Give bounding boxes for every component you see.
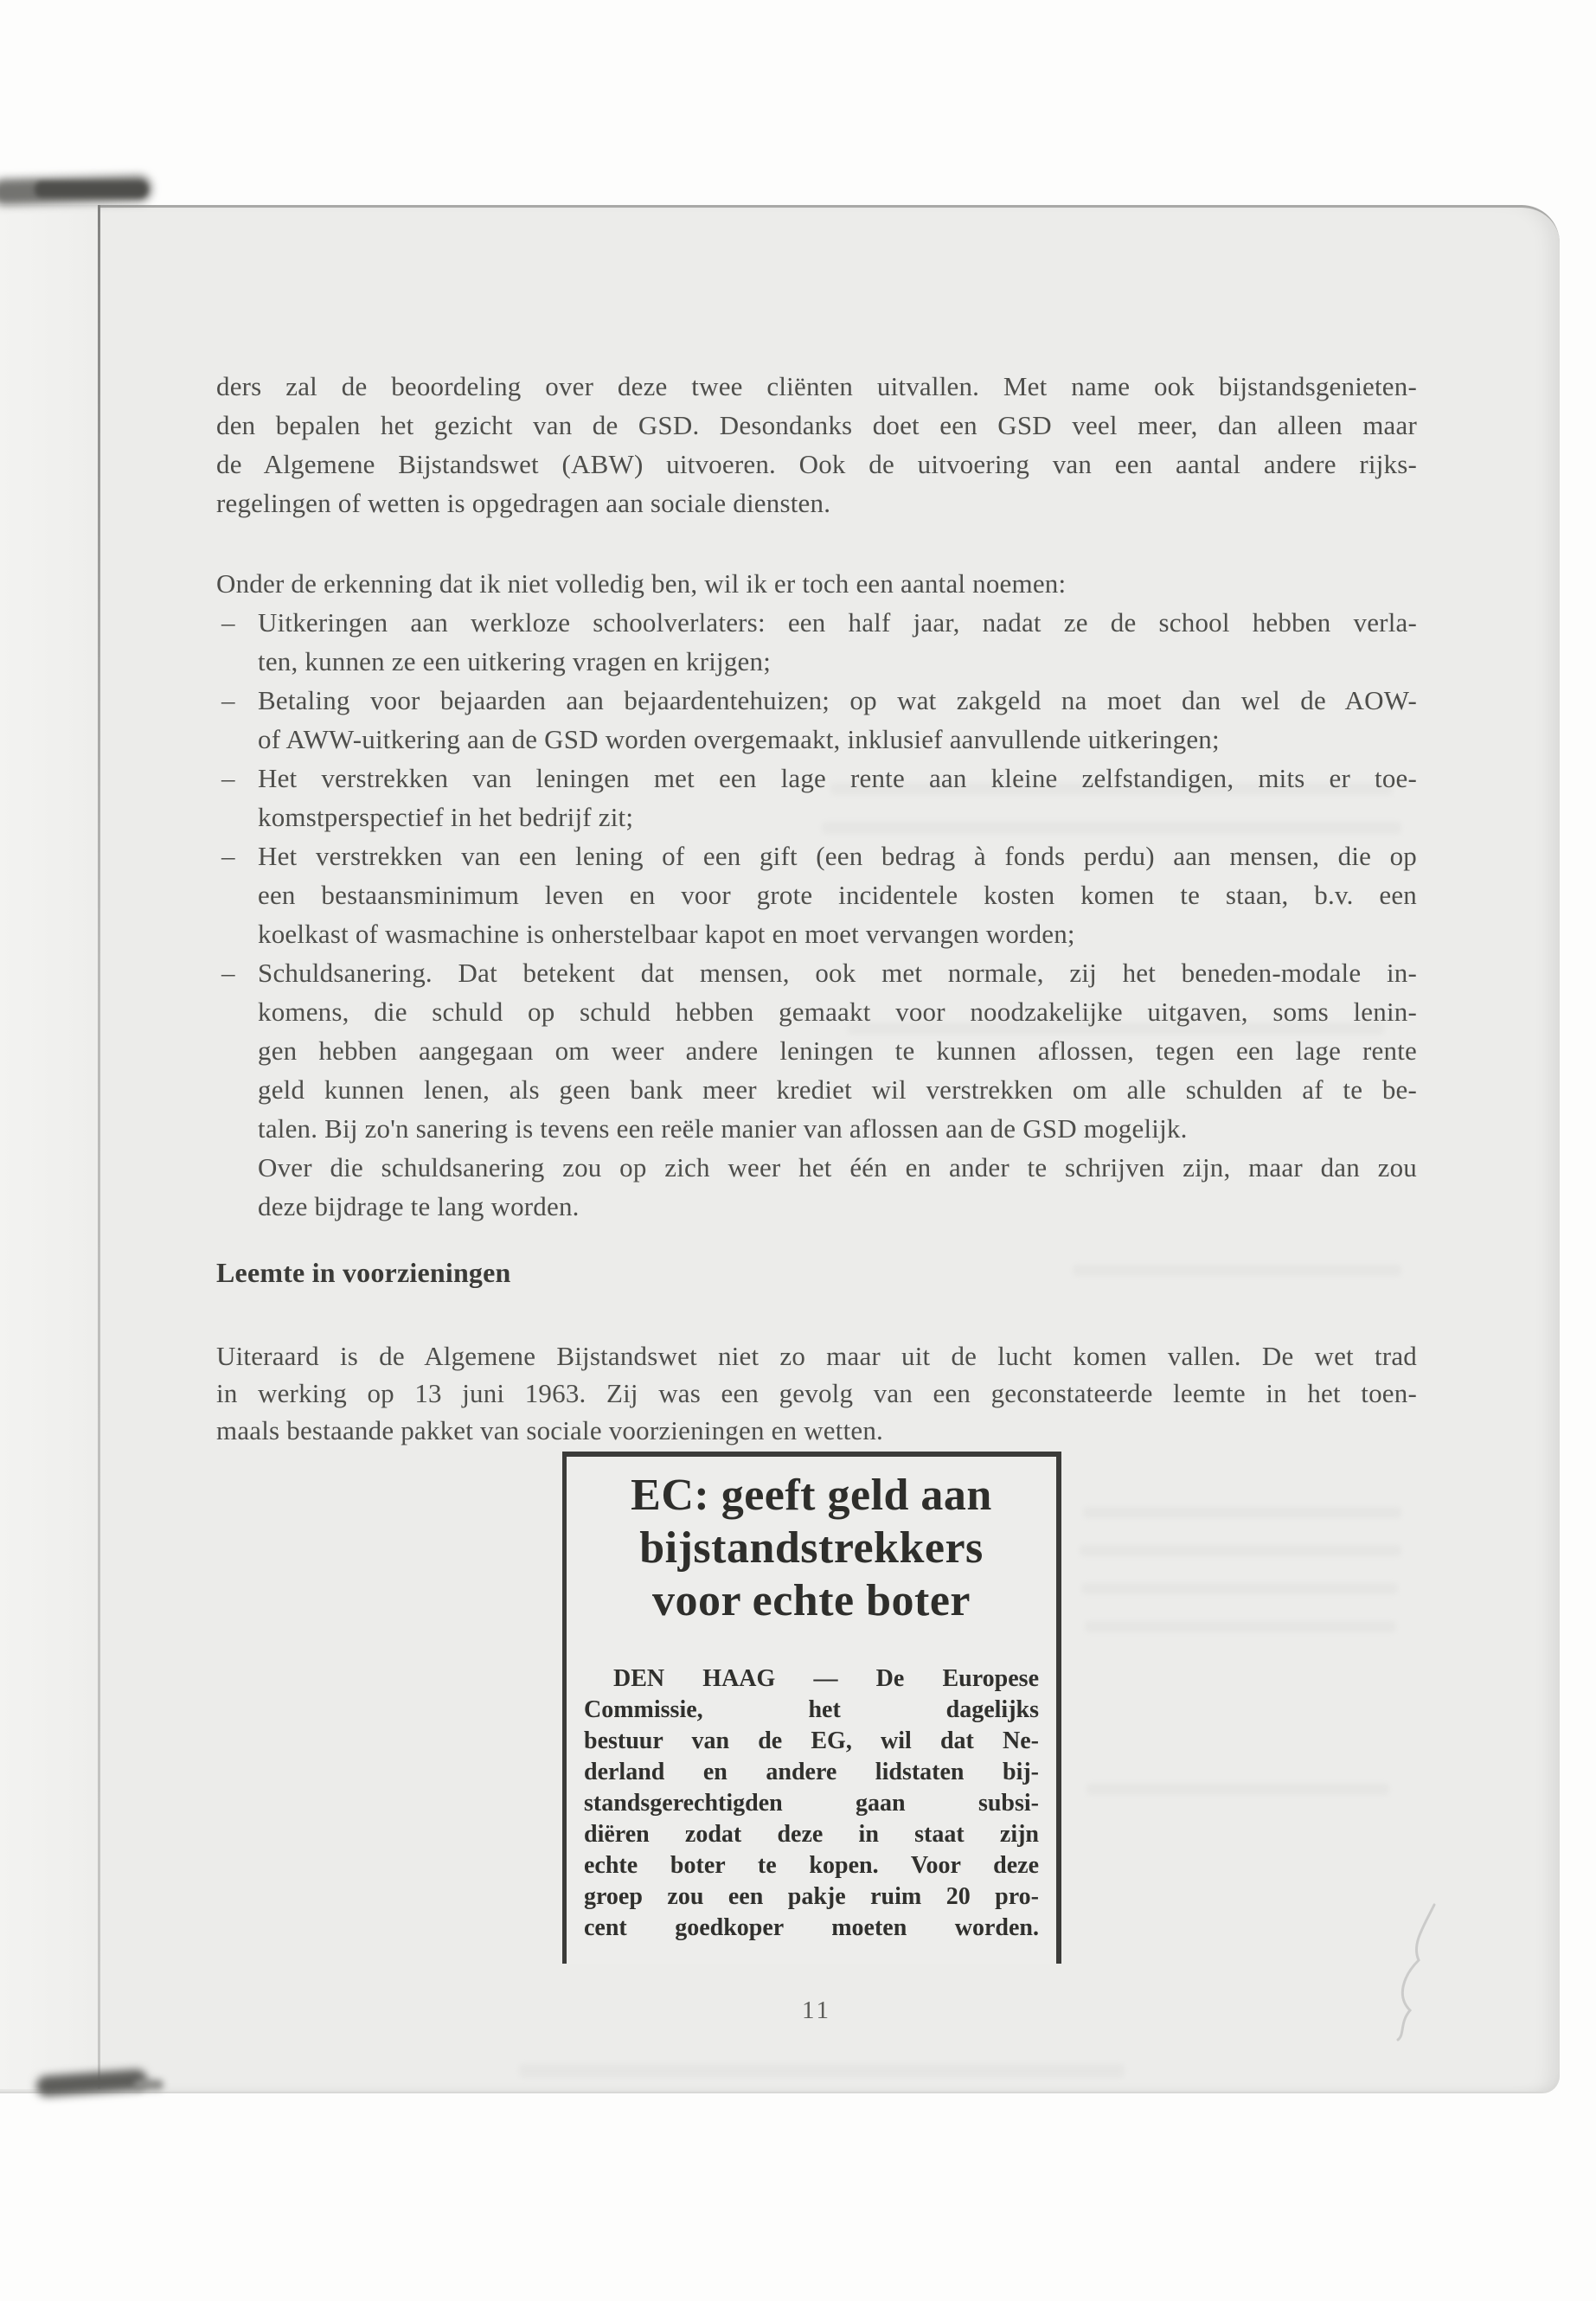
clipping-body-line: Commissie, het dagelijks — [584, 1696, 1039, 1723]
text-line: ten, kunnen ze een uitkering vragen en krijgen; — [258, 646, 772, 676]
clipping-body-line: bestuur van de EG, wil dat Ne- — [584, 1727, 1039, 1754]
list-item — [216, 836, 1417, 953]
text-line: maals bestaande pakket van sociale voorzieningen en wetten. — [216, 1415, 883, 1445]
clipping-body-line: derland en andere lidstaten bij- — [584, 1759, 1039, 1785]
text-line: Het verstrekken van leningen met een lage rente aan kleine zelfstandigen, mits er toe- — [258, 763, 1417, 793]
clipping-body-line: standsgerechtigden gaan subsi- — [584, 1790, 1039, 1817]
bleedthrough-mark — [1081, 1583, 1398, 1594]
text-line: Betaling voor bejaarden aan bejaardentehuizen; op wat zakgeld na moet dan wel de AOW- — [258, 685, 1417, 715]
list-dash: – — [221, 607, 235, 638]
list-item — [216, 953, 1417, 1148]
text-line: Het verstrekken van een lening of een gift (een bedrag à fonds perdu) aan mensen, die op — [258, 841, 1417, 871]
text-line: ders zal de beoordeling over deze twee cliënten uitvallen. Met name ook bijstandsgenieten- — [216, 371, 1417, 401]
text-line: regelingen of wetten is opgedragen aan sociale diensten. — [216, 488, 831, 518]
text-line: Uitkeringen aan werkloze schoolverlaters: een half jaar, nadat ze de school hebben verla- — [258, 607, 1417, 638]
list-item — [216, 759, 1417, 836]
binding-smudge-top-core — [35, 182, 147, 197]
clipping-body-line: cent goedkoper moeten worden. — [584, 1914, 1039, 1941]
bleedthrough-mark — [1085, 1621, 1396, 1632]
text-line: Uiteraard is de Algemene Bijstandswet niet zo maar uit de lucht komen vallen. De wet trad — [216, 1341, 1417, 1371]
bleedthrough-mark — [1083, 1507, 1401, 1518]
paragraph-leemte — [216, 1337, 1417, 1449]
clipping-body-line: groep zou een pakje ruim 20 pro- — [584, 1883, 1039, 1910]
section-heading: Leemte in voorzieningen — [216, 1257, 511, 1288]
clipping-body — [584, 1663, 1039, 1944]
text-line: de Algemene Bijstandswet (ABW) uitvoeren. Ook de uitvoering van een aantal andere rijks- — [216, 449, 1417, 479]
headline-line: voor echte boter — [651, 1576, 971, 1625]
newspaper-clipping-box — [562, 1452, 1061, 1964]
text-line: geld kunnen lenen, als geen bank meer krediet wil verstrekken om alle schulden af te be- — [258, 1074, 1417, 1105]
text-line: Over die schuldsanering zou op zich weer het één en ander te schrijven zijn, maar dan zou — [258, 1152, 1417, 1183]
list-dash: – — [221, 763, 235, 793]
text-line: gen hebben aangegaan om weer andere leningen te kunnen aflossen, tegen een lage rente — [258, 1035, 1417, 1066]
pen-mark — [1381, 1900, 1450, 2047]
list-item — [216, 681, 1417, 759]
clipping-body-line: diëren zodat deze in staat zijn — [584, 1821, 1039, 1848]
text-line: komstperspectief in het bedrijf zit; — [258, 802, 634, 832]
text-line: komens, die schuld op schuld hebben gemaakt voor noodzakelijke uitgaven, soms lenin- — [258, 997, 1417, 1027]
paragraph-opening — [216, 367, 1417, 522]
headline-line: bijstandstrekkers — [639, 1523, 984, 1573]
binding-smudge-bottom-tail — [134, 2080, 163, 2090]
text-line: in werking op 13 juni 1963. Zij was een gevolg van een geconstateerde leemte in het toen- — [216, 1378, 1417, 1408]
paragraph-closing — [258, 1148, 1417, 1226]
text-line: Schuldsanering. Dat betekent dat mensen, ook met normale, zij het beneden-modale in- — [258, 958, 1417, 988]
list-intro-line: Onder de erkenning dat ik niet volledig ben, wil ik er toch een aantal noemen: — [216, 568, 1067, 599]
list-dash: – — [221, 958, 235, 988]
text-line: een bestaansminimum leven en voor grote incidentele kosten komen te staan, b.v. een — [258, 880, 1417, 910]
bleedthrough-mark — [1080, 1545, 1401, 1556]
bleedthrough-mark — [519, 2064, 1125, 2078]
clipping-headline — [584, 1469, 1039, 1627]
text-line: talen. Bij zo'n sanering is tevens een reële manier van aflossen aan de GSD mogelijk. — [258, 1113, 1188, 1144]
text-line: deze bijdrage te lang worden. — [258, 1191, 580, 1221]
text-line: den bepalen het gezicht van de GSD. Desondanks doet een GSD veel meer, dan alleen maar — [216, 410, 1417, 440]
paragraph-list-section — [216, 564, 1417, 1226]
bleedthrough-mark — [1086, 1784, 1389, 1795]
page-number: 11 — [802, 1997, 831, 2024]
text-line: koelkast of wasmachine is onherstelbaar kapot en moet vervangen worden; — [258, 919, 1075, 949]
list-dash: – — [221, 685, 235, 715]
clipping-body-line: echte boter te kopen. Voor deze — [584, 1852, 1039, 1879]
headline-line: EC: geeft geld aan — [631, 1471, 992, 1520]
list-dash: – — [221, 841, 235, 871]
page-gutter-line — [98, 205, 100, 2089]
text-line: of AWW-uitkering aan de GSD worden overgemaakt, inklusief aanvullende uitkeringen; — [258, 724, 1220, 754]
adjacent-page-strip — [0, 205, 98, 2089]
list-item — [216, 603, 1417, 681]
clipping-body-line: DEN HAAG — De Europese — [613, 1665, 1039, 1692]
